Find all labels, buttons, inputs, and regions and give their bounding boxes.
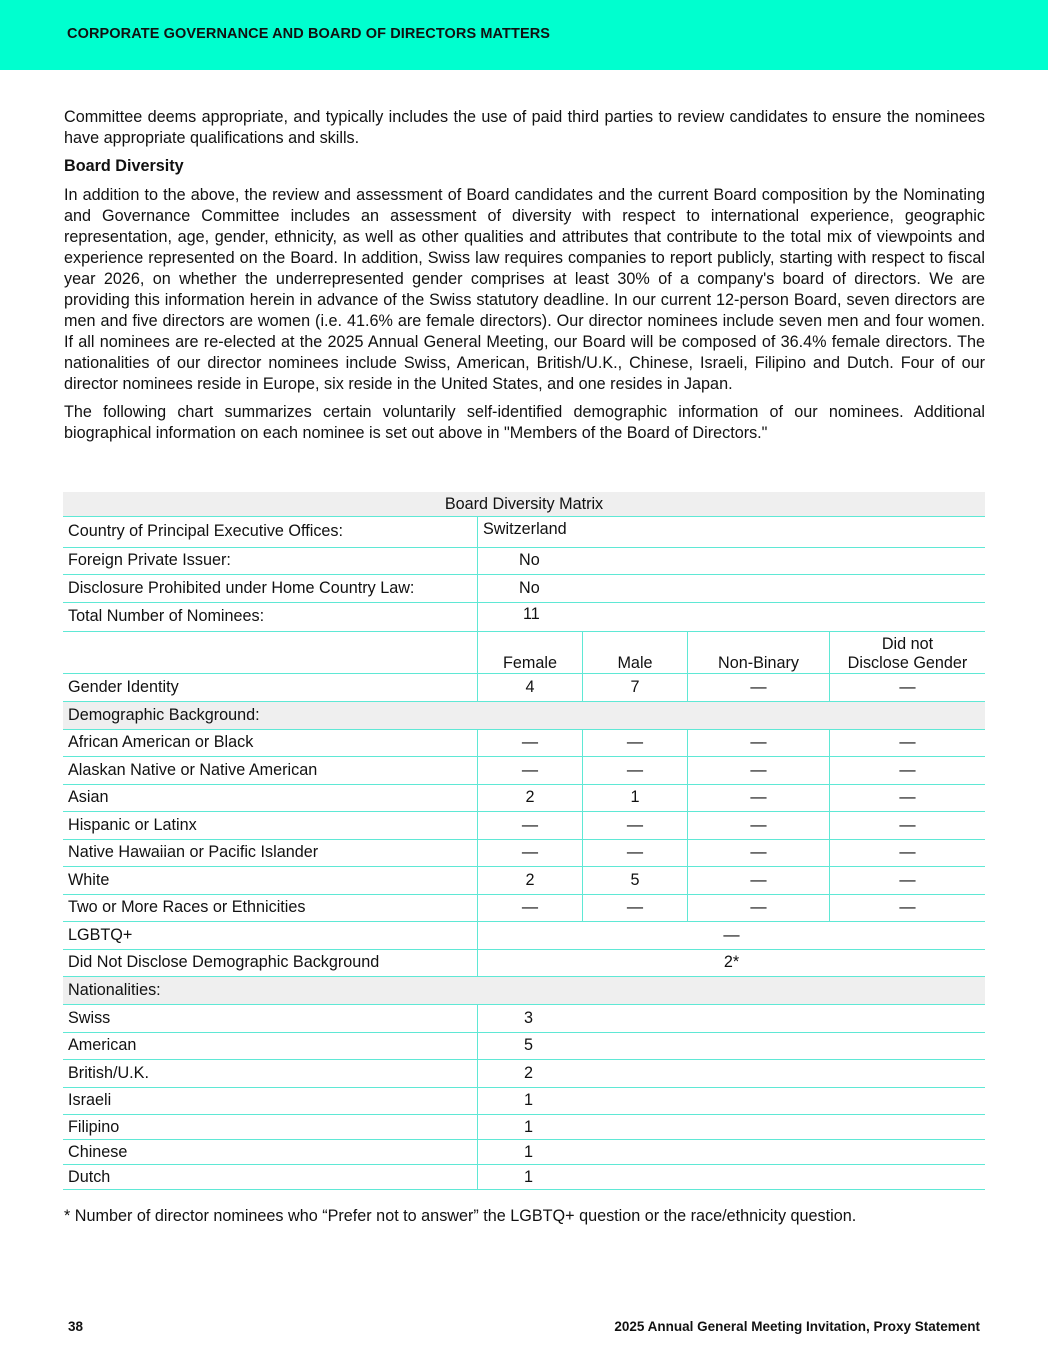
row-label: LGBTQ+ — [63, 922, 478, 950]
header-band — [0, 0, 1048, 70]
diversity-paragraph: In addition to the above, the review and assessment of Board candidates and the current Board composition by the Nominating and Governance Committee includes an assessment of diversity with respect to international experience, geographic representation, age, gender, ethnicity, as well as other qualities and attributes that contribute to the total mix of viewpoints and experience represented on the Board. In addition, Swiss law requires companies to report publicly, starting with respect to fiscal year 2026, on whether the underrepresented gender comprises at least 30% of a company's board of directors. We are providing this information herein in advance of the Swiss statutory deadline. In our current 12-person Board, seven directors are men and five directors are women (i.e. 41.6% are female directors). Our director nominees include seven men and four women. If all nominees are re-elected at the 2025 Annual General Meeting, our Board will be composed of 36.4% female directors. The nationalities of our director nominees include Swiss, American, British/U.K., Chinese, Israeli, Filipino and Dutch. Four of our director nominees reside in Europe, six reside in the United States, and one resides in Japan. — [64, 186, 985, 393]
cell-female: 2 — [478, 784, 583, 812]
table-row — [63, 602, 985, 632]
row-label: Filipino — [63, 1115, 478, 1140]
cell-non-binary: — — [688, 812, 830, 840]
row-label: Disclosure Prohibited under Home Country Law: — [63, 575, 478, 603]
page-number: 38 — [68, 1319, 84, 1334]
cell-female: 4 — [478, 674, 583, 702]
row-label: Swiss — [63, 1005, 478, 1033]
row-label: Country of Principal Executive Offices: — [63, 517, 478, 548]
row-value: 5 — [478, 1032, 986, 1060]
cell-female: — — [478, 894, 583, 922]
cell-did-not-disclose: — — [830, 839, 986, 867]
row-label: Foreign Private Issuer: — [63, 547, 478, 575]
table-row — [63, 867, 985, 895]
cell-did-not-disclose: — — [830, 812, 986, 840]
matrix-title: Board Diversity Matrix — [63, 492, 985, 517]
table-row — [63, 1165, 985, 1190]
cell-did-not-disclose: — — [830, 757, 986, 785]
cell-non-binary: — — [688, 867, 830, 895]
cell-non-binary: — — [688, 784, 830, 812]
row-label: Native Hawaiian or Pacific Islander — [63, 839, 478, 867]
table-row — [63, 729, 985, 757]
row-label: Chinese — [63, 1140, 478, 1165]
row-label: Dutch — [63, 1165, 478, 1190]
column-header-line: Did not — [881, 635, 934, 653]
row-label: Hispanic or Latinx — [63, 812, 478, 840]
row-value: 1 — [478, 1140, 986, 1165]
row-label: Total Number of Nominees: — [63, 602, 478, 632]
gender-identity-row — [63, 674, 985, 702]
cell-male: — — [583, 812, 688, 840]
table-row — [63, 575, 985, 603]
body-content — [64, 107, 985, 451]
row-value: — — [478, 922, 986, 950]
matrix-title-row — [63, 492, 985, 517]
cell-did-not-disclose: — — [830, 867, 986, 895]
row-label: Israeli — [63, 1087, 478, 1115]
row-label: Two or More Races or Ethnicities — [63, 894, 478, 922]
cell-did-not-disclose: — — [830, 784, 986, 812]
cell-male: — — [583, 839, 688, 867]
lgbtq-row — [63, 922, 985, 950]
cell-non-binary: — — [688, 839, 830, 867]
row-label: British/U.K. — [63, 1060, 478, 1088]
cell-female: — — [478, 729, 583, 757]
cell-female: — — [478, 757, 583, 785]
board-diversity-heading: Board Diversity — [64, 157, 184, 175]
table-row — [63, 784, 985, 812]
column-header-non-binary: Non-Binary — [688, 632, 830, 674]
cell-male: — — [583, 729, 688, 757]
cell-male: 5 — [583, 867, 688, 895]
row-value: 1 — [478, 1115, 986, 1140]
section-header-title: CORPORATE GOVERNANCE AND BOARD OF DIRECTORS MATTERS — [67, 26, 551, 42]
row-value: Switzerland — [478, 517, 986, 548]
table-row — [63, 839, 985, 867]
cell-female: 2 — [478, 867, 583, 895]
cell-did-not-disclose: — — [830, 894, 986, 922]
intro-paragraph: Committee deems appropriate, and typically includes the use of paid third parties to review candidates to ensure the nominees have appropriate qualifications and skills. — [64, 108, 985, 147]
table-row — [63, 1005, 985, 1033]
demographic-section-row — [63, 701, 985, 729]
cell-non-binary: — — [688, 674, 830, 702]
empty-header-cell — [63, 632, 478, 674]
row-label: Did Not Disclose Demographic Background — [63, 949, 478, 977]
cell-male: 1 — [583, 784, 688, 812]
row-value: 3 — [478, 1005, 986, 1033]
row-label: Alaskan Native or Native American — [63, 757, 478, 785]
row-label: White — [63, 867, 478, 895]
gender-column-header-row — [63, 632, 985, 674]
row-value: 1 — [478, 1165, 986, 1190]
table-row — [63, 1140, 985, 1165]
row-label: Gender Identity — [63, 674, 478, 702]
cell-male: — — [583, 894, 688, 922]
row-value: 2* — [478, 949, 986, 977]
cell-female: — — [478, 812, 583, 840]
table-row — [63, 547, 985, 575]
row-value: 11 — [478, 602, 986, 632]
table-row — [63, 1060, 985, 1088]
row-label: African American or Black — [63, 729, 478, 757]
cell-non-binary: — — [688, 729, 830, 757]
row-label: Asian — [63, 784, 478, 812]
column-header-female: Female — [478, 632, 583, 674]
table-row — [63, 1032, 985, 1060]
cell-non-binary: — — [688, 757, 830, 785]
nationalities-heading: Nationalities: — [63, 977, 985, 1005]
column-header-male: Male — [583, 632, 688, 674]
document-title: 2025 Annual General Meeting Invitation, Proxy Statement — [614, 1319, 980, 1334]
cell-female: — — [478, 839, 583, 867]
table-row — [63, 894, 985, 922]
row-label: American — [63, 1032, 478, 1060]
table-row — [63, 517, 985, 548]
did-not-disclose-background-row — [63, 949, 985, 977]
footnote: * Number of director nominees who “Prefer not to answer” the LGBTQ+ question or the race/ethnicity question. — [64, 1207, 857, 1225]
nationalities-section-row — [63, 977, 985, 1005]
cell-did-not-disclose: — — [830, 729, 986, 757]
cell-did-not-disclose: — — [830, 674, 986, 702]
cell-male: 7 — [583, 674, 688, 702]
demographic-heading: Demographic Background: — [63, 701, 985, 729]
row-value: No — [478, 575, 986, 603]
table-row — [63, 1087, 985, 1115]
row-value: 2 — [478, 1060, 986, 1088]
cell-male: — — [583, 757, 688, 785]
table-row — [63, 1115, 985, 1140]
column-header-line: Disclose Gender — [847, 654, 968, 672]
chart-intro-paragraph: The following chart summarizes certain voluntarily self-identified demographic information of our nominees. Additional biographical information on each nominee is set out above in "Members of the Board of Directors." — [64, 403, 985, 442]
cell-non-binary: — — [688, 894, 830, 922]
row-value: 1 — [478, 1087, 986, 1115]
table-row — [63, 757, 985, 785]
row-value: No — [478, 547, 986, 575]
board-diversity-matrix — [63, 492, 985, 1190]
table-row — [63, 812, 985, 840]
column-header-did-not-disclose — [830, 632, 986, 674]
